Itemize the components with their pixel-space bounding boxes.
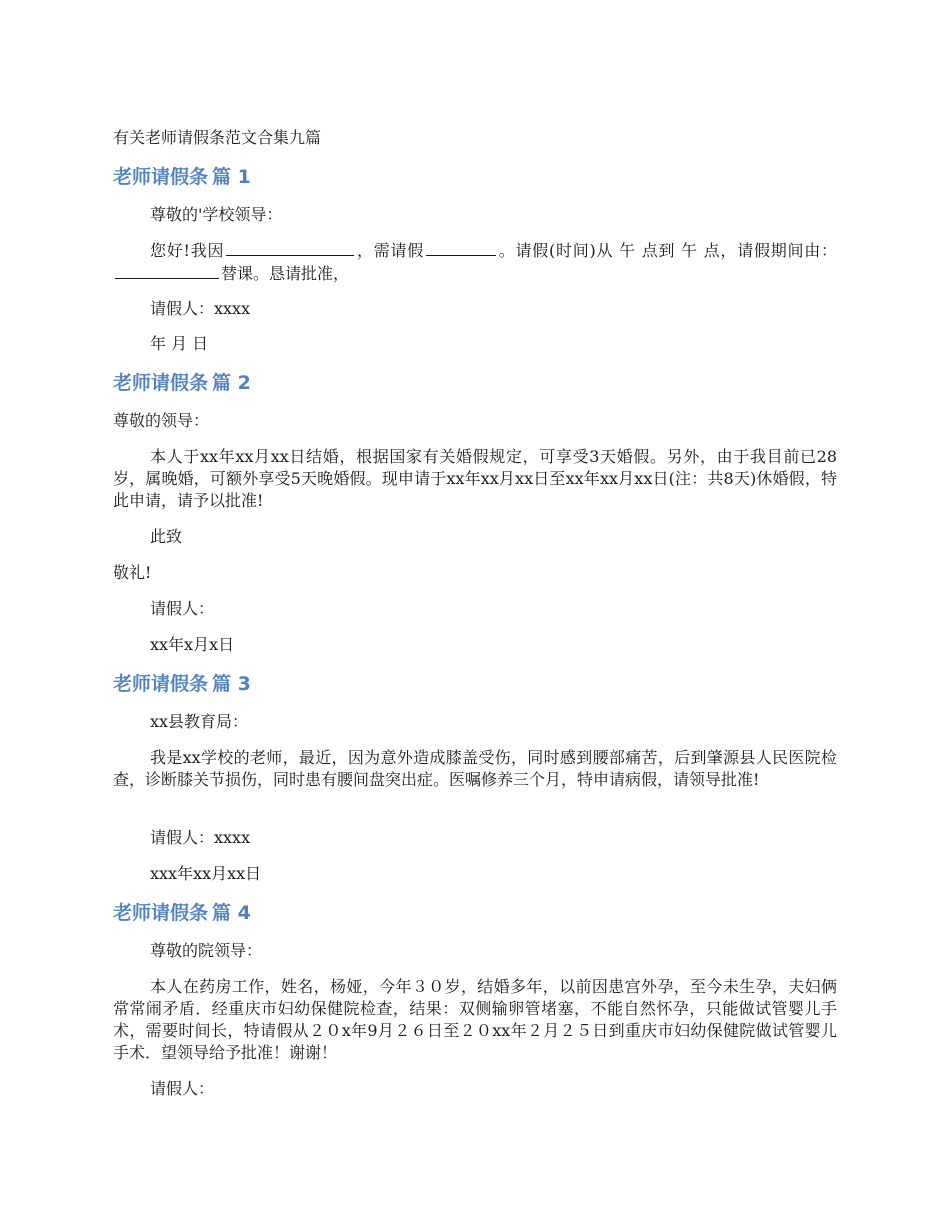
salutation: 尊敬的院领导：: [150, 941, 263, 960]
body-text: ，需请假: [356, 241, 424, 260]
fill-in-blank: [226, 239, 354, 256]
salutation: 尊敬的领导：: [113, 411, 210, 430]
salutation: 尊敬的'学校领导：: [150, 205, 283, 224]
body-paragraph: 本人在药房工作，姓名，杨娅，今年３０岁，结婚多年，以前因患宫外孕，至今未生孕，夫妇俩常常闹矛盾．经重庆市妇幼保健院检查，结果：双侧输卵管堵塞，不能自然怀孕，只能做试管婴儿手术，需要时间长，特请假从２０x年9月２６日至２０xx年２月２５日到重庆市妇幼保健院做试管婴儿手术．望领导给予批准！谢谢！: [113, 977, 837, 1062]
heading-number: 篇 4: [212, 902, 251, 924]
salutation: xx县教育局：: [150, 712, 249, 731]
body-paragraph: 本人于xx年xx月xx日结婚，根据国家有关婚假规定，可享受3天婚假。另外，由于我目前已28岁，属晚婚，可额外享受5天晚婚假。现申请于xx年xx月xx日至xx年xx月xx日(注：共8天)休婚假，特此申请，请予以批准!: [113, 447, 837, 510]
fill-in-blank: [115, 262, 219, 279]
body-text: 您好!我因: [150, 241, 225, 260]
heading-number: 篇 1: [212, 166, 251, 188]
heading-number: 篇 3: [212, 673, 251, 695]
body-text: 替课。恳请批准，: [221, 264, 350, 283]
closing-line: 此致: [150, 527, 183, 546]
fill-in-blank: [426, 239, 496, 256]
heading-text: 老师请假条: [113, 902, 209, 924]
heading-text: 老师请假条: [113, 166, 209, 188]
heading-text: 老师请假条: [113, 372, 209, 394]
heading-text: 老师请假条: [113, 673, 209, 695]
heading-number: 篇 2: [212, 372, 251, 394]
date-line: xx年x月x日: [150, 635, 235, 654]
date-line: xxx年xx月xx日: [150, 864, 262, 883]
signature: 请假人：: [150, 1079, 215, 1098]
section-heading-1: [113, 164, 251, 190]
document-title: 有关老师请假条范文合集九篇: [113, 128, 322, 147]
date-line: 年 月 日: [150, 334, 209, 353]
signature: 请假人：xxxx: [150, 299, 251, 318]
body-paragraph: [113, 239, 837, 285]
section-heading-4: [113, 900, 251, 926]
closing-line: 敬礼!: [113, 563, 152, 582]
signature: 请假人：: [150, 599, 215, 618]
section-heading-3: [113, 671, 251, 697]
body-paragraph: 我是xx学校的老师，最近，因为意外造成膝盖受伤，同时感到腰部痛苦，后到肇源县人民医院检查，诊断膝关节损伤，同时患有腰间盘突出症。医嘱修养三个月，特申请病假，请领导批准!: [113, 748, 837, 789]
signature: 请假人：xxxx: [150, 828, 251, 847]
body-text: 。请假(时间)从 午 点到 午 点，请假期间由：: [498, 241, 837, 260]
section-heading-2: [113, 370, 251, 396]
